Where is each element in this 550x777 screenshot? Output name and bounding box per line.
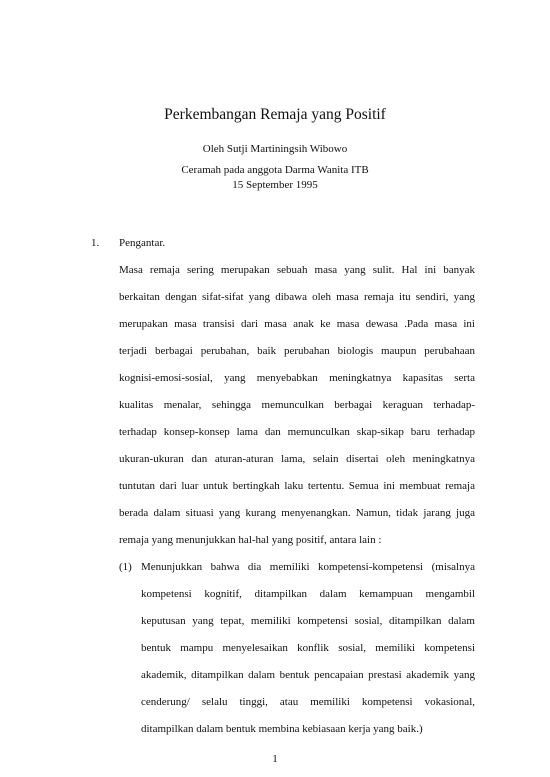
section-heading: Pengantar. <box>119 237 166 249</box>
paragraph-line: ukuran-ukuran dan aturan-aturan lama, selain disertai oleh meningkatnya <box>119 453 475 465</box>
section-number: 1. <box>91 237 100 249</box>
list-item-marker: (1) <box>119 561 132 573</box>
paragraph-line: terhadap konsep-konsep lama dan memunculkan skap-sikap baru terhadap <box>119 426 475 438</box>
paragraph-line: tuntutan dari luar untuk bertingkah laku tertentu. Semua ini membuat remaja <box>119 480 475 492</box>
paragraph-line: remaja yang menunjukkan hal-hal yang positif, antara lain : <box>119 534 382 546</box>
list-item-line: keputusan yang tepat, memiliki kompetensi sosial, ditampilkan dalam <box>141 615 475 627</box>
paragraph-line: Masa remaja sering merupakan sebuah masa yang sulit. Hal ini banyak <box>119 264 475 276</box>
list-item-line: Menunjukkan bahwa dia memiliki kompetensi-kompetensi (misalnya <box>141 561 475 573</box>
list-item-line: bentuk mampu menyelesaikan konflik sosial, memiliki kompetensi <box>141 642 475 654</box>
author-line: Oleh Sutji Martiningsih Wibowo <box>202 143 348 155</box>
list-item-line: cenderung/ selalu tinggi, atau memiliki kompetensi vokasional, <box>141 696 475 708</box>
date-line: 15 September 1995 <box>232 179 318 191</box>
list-item-line: kompetensi kognitif, ditampilkan dalam kemampuan mengambil <box>141 588 475 600</box>
page-number: 1 <box>272 753 278 765</box>
paragraph-line: berkaitan dengan sifat-sifat yang dibawa oleh masa remaja itu sendiri, yang <box>119 291 475 303</box>
paragraph-line: terjadi berbagai perubahan, baik perubahan biologis maupun perubahaan <box>119 345 475 357</box>
list-item-line: ditampilkan dalam bentuk membina kebiasaan kerja yang baik.) <box>141 723 423 735</box>
paragraph-line: merupakan masa transisi dari masa anak ke masa dewasa .Pada masa ini <box>119 318 475 330</box>
document-title: Perkembangan Remaja yang Positif <box>164 106 386 123</box>
paragraph-line: kognisi-emosi-sosial, yang menyebabkan meningkatnya kapasitas serta <box>119 372 475 384</box>
paragraph-line: berada dalam situasi yang kurang menyenangkan. Namun, tidak jarang juga <box>119 507 475 519</box>
occasion-line: Ceramah pada anggota Darma Wanita ITB <box>181 164 369 176</box>
list-item-line: akademik, ditampilkan dalam bentuk pencapaian prestasi akademik yang <box>141 669 475 681</box>
paragraph-line: kualitas menalar, sehingga memunculkan berbagai keraguan terhadap- <box>119 399 475 411</box>
